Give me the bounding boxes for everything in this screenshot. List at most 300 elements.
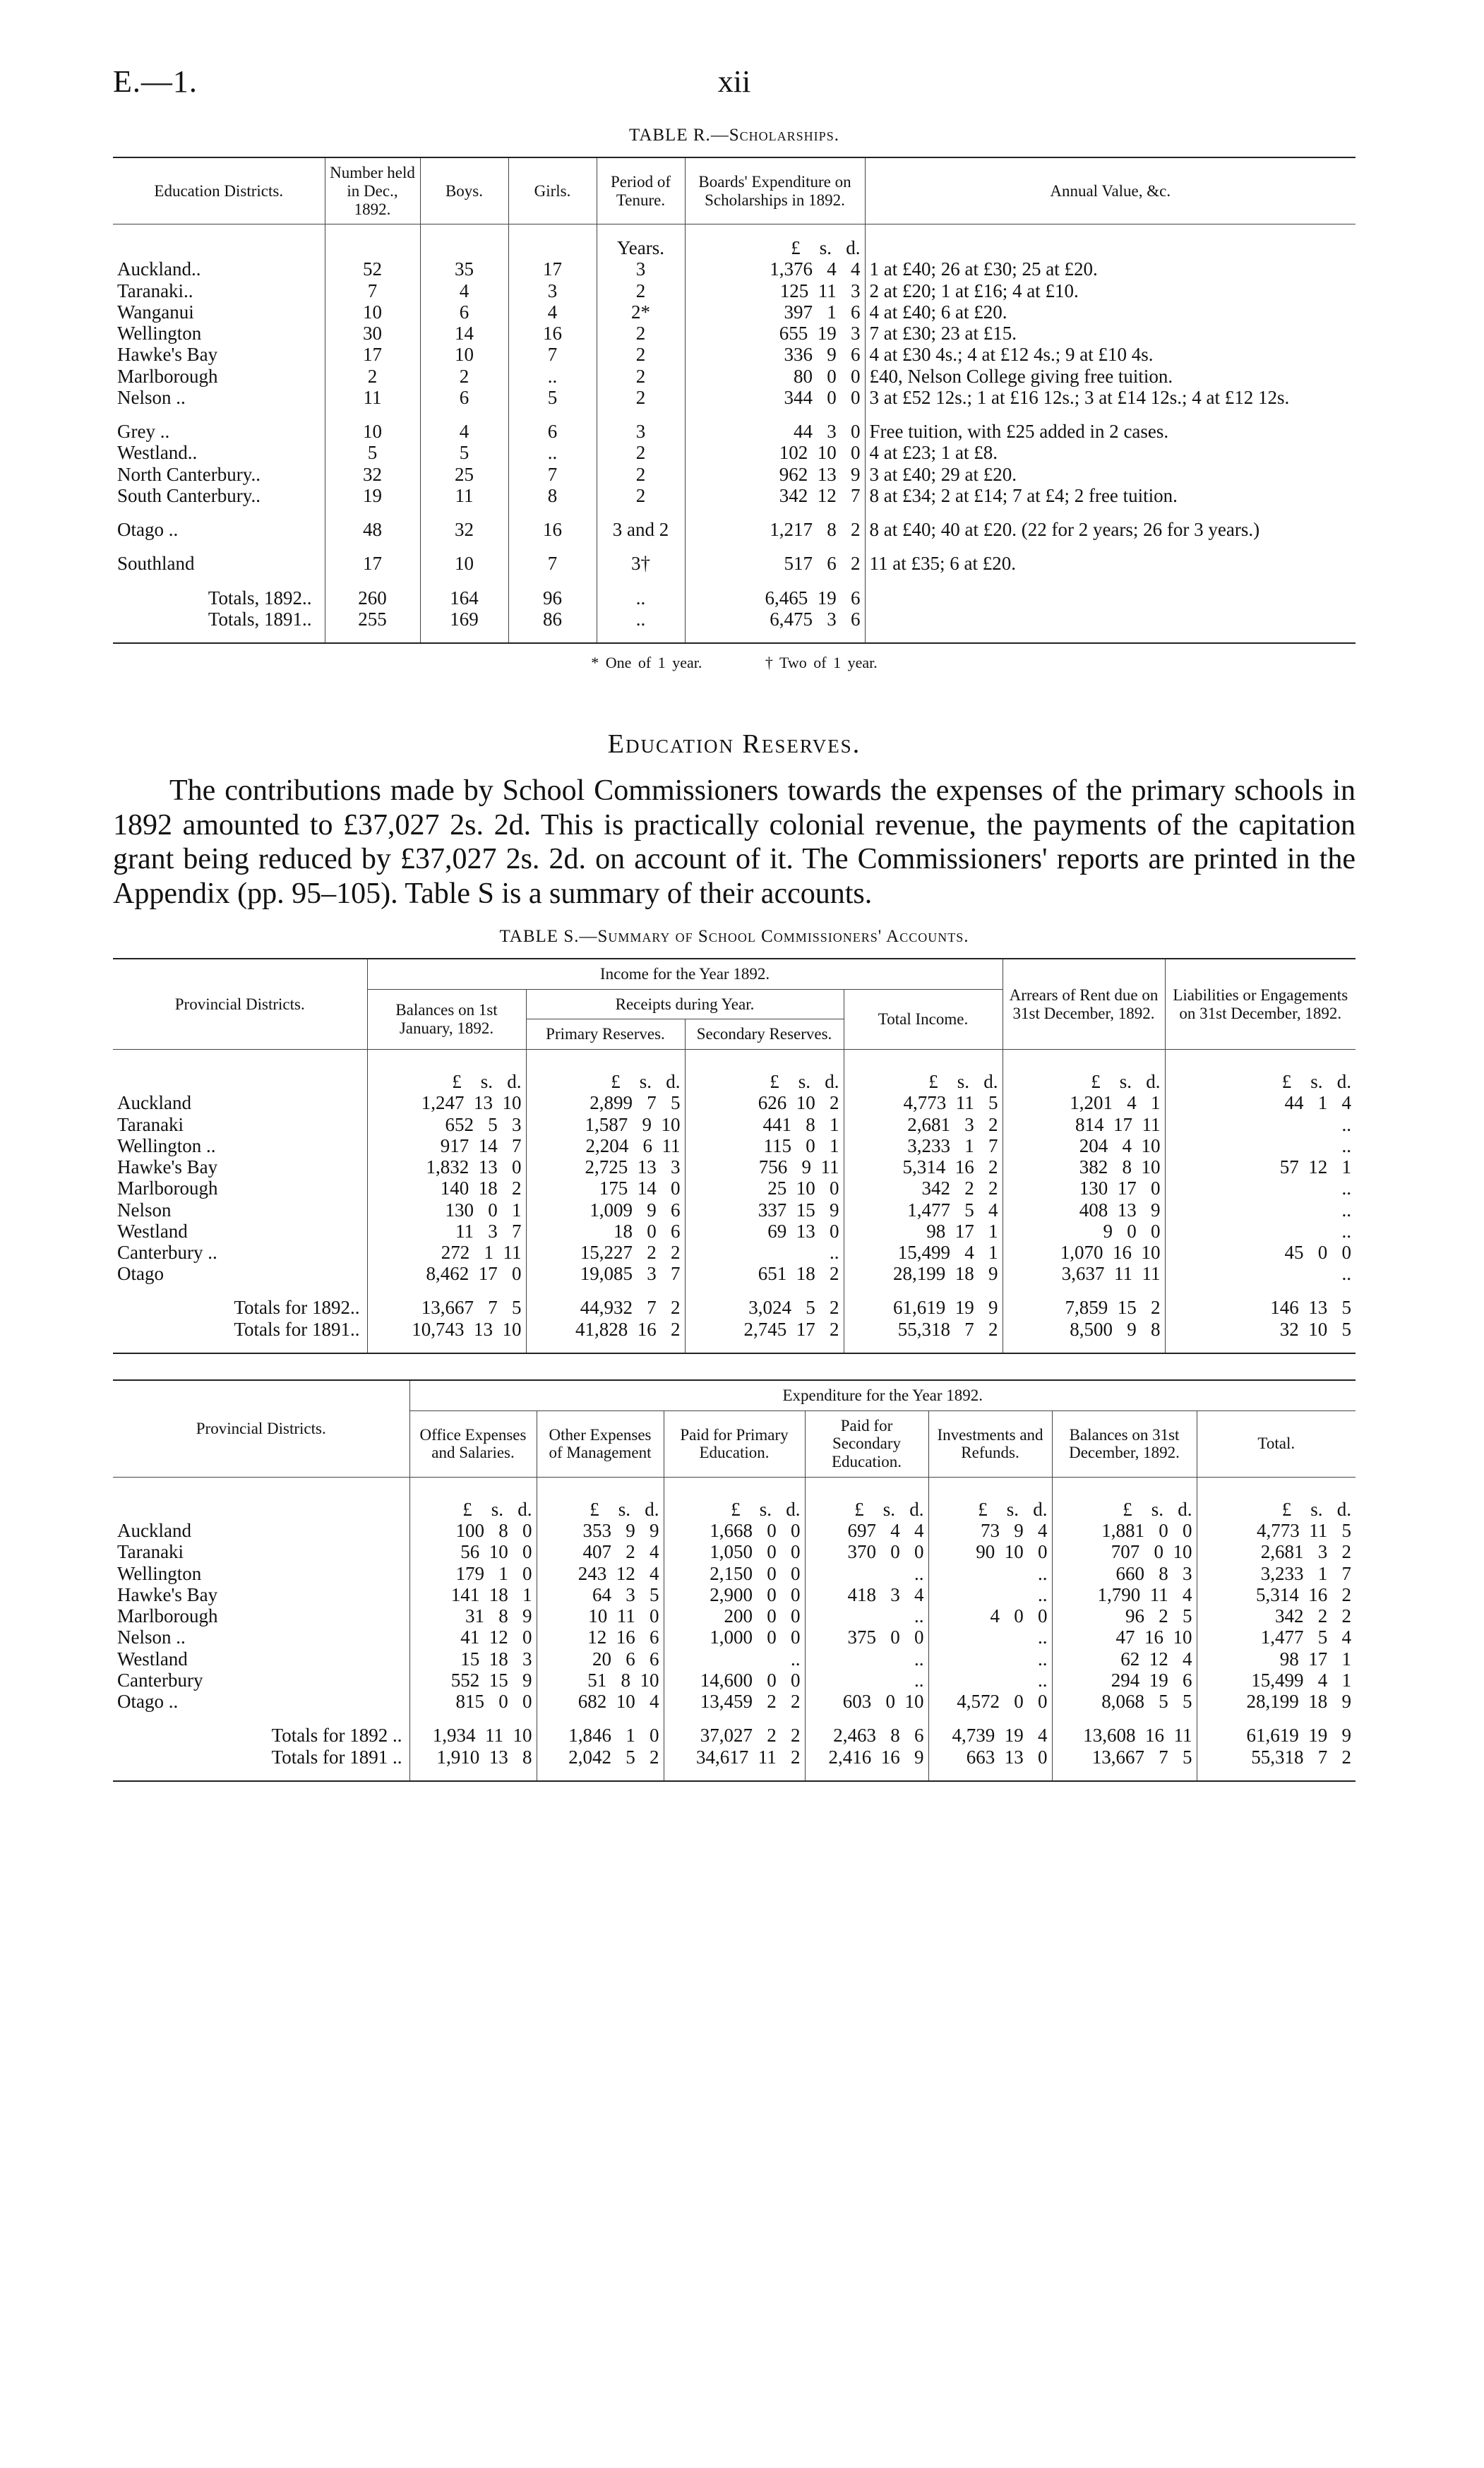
spacer-cell bbox=[113, 506, 325, 519]
table-cell: 552 15 9 bbox=[409, 1670, 537, 1691]
table-cell: 6 bbox=[420, 301, 508, 323]
table-cell: 2 bbox=[597, 366, 685, 387]
unit-label: £ s. d. bbox=[1003, 1071, 1165, 1092]
table-cell: 80 0 0 bbox=[685, 366, 865, 387]
spacer-cell bbox=[325, 540, 420, 553]
table-cell: 5,314 16 2 bbox=[844, 1156, 1003, 1178]
table-cell: Free tuition, with £25 added in 2 cases. bbox=[865, 421, 1356, 442]
table-cell: 651 18 2 bbox=[685, 1263, 844, 1284]
unit-label: £ s. d. bbox=[1052, 1499, 1197, 1520]
totals-row bbox=[113, 1725, 1356, 1746]
spacer-cell bbox=[113, 1768, 409, 1781]
table-cell bbox=[865, 609, 1356, 630]
table-cell: 10 bbox=[325, 421, 420, 442]
table-cell: 7 bbox=[508, 464, 597, 485]
footnote: † Two of 1 year. bbox=[765, 654, 878, 671]
units-row bbox=[113, 1499, 1356, 1520]
table-cell: .. bbox=[597, 609, 685, 630]
table-row bbox=[113, 1135, 1356, 1156]
group-header: Receipts during Year. bbox=[526, 989, 844, 1019]
district-name: Nelson .. bbox=[117, 1627, 186, 1648]
table-cell bbox=[113, 237, 325, 258]
spacer-cell bbox=[844, 1050, 1003, 1072]
spacer-cell bbox=[526, 1284, 685, 1297]
spacer-row bbox=[113, 408, 1356, 421]
table-cell: 10 bbox=[420, 344, 508, 365]
table-cell: 4,739 19 4 bbox=[928, 1725, 1052, 1746]
col-header: Liabilities or Engagements on 31st December, 1892. bbox=[1165, 959, 1356, 1050]
table-cell: 652 5 3 bbox=[367, 1114, 526, 1135]
table-cell: .. bbox=[664, 1648, 805, 1670]
table-cell: 260 bbox=[325, 587, 420, 609]
district-name: Marlborough bbox=[117, 1178, 218, 1199]
table-cell: 655 19 3 bbox=[685, 323, 865, 344]
table-row bbox=[113, 301, 1356, 323]
spacer-row bbox=[113, 1768, 1356, 1781]
table-cell: 8,462 17 0 bbox=[367, 1263, 526, 1284]
spacer-cell bbox=[420, 575, 508, 587]
table-cell: 3 bbox=[597, 421, 685, 442]
group-header: Income for the Year 1892. bbox=[367, 959, 1003, 989]
spacer-cell bbox=[597, 224, 685, 238]
district-name: Westland.. bbox=[117, 442, 198, 464]
spacer-cell bbox=[367, 1340, 526, 1353]
table-r-header-row bbox=[113, 157, 1356, 224]
district-name: Wanganui bbox=[117, 301, 194, 323]
spacer-cell bbox=[685, 575, 865, 587]
table-cell: 34,617 11 2 bbox=[664, 1747, 805, 1768]
table-cell: .. bbox=[1165, 1135, 1356, 1156]
district-name: Auckland.. bbox=[117, 258, 201, 280]
table-cell: 4 0 0 bbox=[928, 1605, 1052, 1627]
table-cell: .. bbox=[508, 366, 597, 387]
district-name: Otago .. bbox=[117, 1691, 179, 1713]
spacer-cell bbox=[420, 630, 508, 643]
district-name: Taranaki bbox=[117, 1541, 184, 1563]
table-cell: 98 17 1 bbox=[1197, 1648, 1356, 1670]
table-cell: 1,050 0 0 bbox=[664, 1541, 805, 1562]
table-cell: 2 bbox=[597, 323, 685, 344]
spacer-cell bbox=[928, 1768, 1052, 1781]
table-cell: 31 8 9 bbox=[409, 1605, 537, 1627]
table-cell: 5 bbox=[508, 387, 597, 408]
table-cell: 1,376 4 4 bbox=[685, 258, 865, 280]
section-paragraph: The contributions made by School Commissioners towards the expenses of the primary schools in 1892 amounted to £37,027 2s. 2d. This is practically colonial revenue, the payments of the capitation grant being reduced by £37,027 2s. 2d. on account of it. The Commissioners' reports are printed in the Appendix (pp. 95–105). Table S is a summary of their accounts. bbox=[113, 774, 1356, 911]
table-cell: .. bbox=[928, 1627, 1052, 1648]
district-name: North Canterbury.. bbox=[117, 463, 261, 485]
spacer-cell bbox=[113, 575, 325, 587]
table-cell: 4 at £40; 6 at £20. bbox=[865, 301, 1356, 323]
table-cell: 8 at £34; 2 at £14; 7 at £4; 2 free tuition. bbox=[865, 485, 1356, 506]
spacer-cell bbox=[865, 540, 1356, 553]
table-cell: 13,667 7 5 bbox=[367, 1297, 526, 1318]
district-name: Westland bbox=[117, 1648, 188, 1670]
spacer-cell bbox=[409, 1477, 537, 1499]
spacer-cell bbox=[597, 408, 685, 421]
page bbox=[113, 49, 1356, 1782]
spacer-row bbox=[113, 630, 1356, 643]
table-cell: 14 bbox=[420, 323, 508, 344]
table-r-footnotes bbox=[113, 654, 1356, 672]
table-cell: 7 bbox=[508, 553, 597, 574]
table-row bbox=[113, 1691, 1356, 1712]
spacer-cell bbox=[537, 1712, 664, 1725]
unit-label: £ s. d. bbox=[1197, 1499, 1356, 1520]
table-cell: 6,475 3 6 bbox=[685, 609, 865, 630]
spacer-cell bbox=[537, 1768, 664, 1781]
table-cell: £40, Nelson College giving free tuition. bbox=[865, 366, 1356, 387]
district-name: Otago bbox=[117, 1263, 164, 1285]
table-cell: 73 9 4 bbox=[928, 1520, 1052, 1541]
table-cell: 2 bbox=[597, 464, 685, 485]
table-cell: 25 10 0 bbox=[685, 1178, 844, 1199]
table-cell: 517 6 2 bbox=[685, 553, 865, 574]
table-cell: 294 19 6 bbox=[1052, 1670, 1197, 1691]
table-cell: .. bbox=[805, 1605, 928, 1627]
spacer-cell bbox=[113, 1712, 409, 1725]
table-cell: 814 17 11 bbox=[1003, 1114, 1165, 1135]
table-row bbox=[113, 1563, 1356, 1584]
unit-label: £ s. d. bbox=[844, 1071, 1003, 1092]
table-cell: 11 at £35; 6 at £20. bbox=[865, 553, 1356, 574]
spacer-cell bbox=[664, 1712, 805, 1725]
col-header: Girls. bbox=[508, 157, 597, 224]
table-row bbox=[113, 387, 1356, 408]
table-cell: 2 at £20; 1 at £16; 4 at £10. bbox=[865, 280, 1356, 301]
table-cell: 3 at £52 12s.; 1 at £16 12s.; 3 at £14 12s.; 4 at £12 12s. bbox=[865, 387, 1356, 408]
spacer-cell bbox=[685, 224, 865, 238]
table-cell: 2,681 3 2 bbox=[1197, 1541, 1356, 1562]
table-cell: 272 1 11 bbox=[367, 1242, 526, 1263]
spacer-cell bbox=[367, 1284, 526, 1297]
table-cell: .. bbox=[1165, 1221, 1356, 1242]
spacer-cell bbox=[1165, 1340, 1356, 1353]
spacer-cell bbox=[508, 630, 597, 643]
unit-label: Years. bbox=[597, 237, 685, 258]
table-cell: 408 13 9 bbox=[1003, 1199, 1165, 1221]
table-cell bbox=[113, 1071, 367, 1092]
table-cell bbox=[113, 1499, 409, 1520]
table-cell: 20 6 6 bbox=[537, 1648, 664, 1670]
section-heading: Education Reserves. bbox=[607, 729, 861, 759]
table-cell: .. bbox=[805, 1670, 928, 1691]
table-row bbox=[113, 258, 1356, 280]
table-cell: 61,619 19 9 bbox=[844, 1297, 1003, 1318]
table-cell: 5 bbox=[325, 442, 420, 463]
table-row bbox=[113, 1670, 1356, 1691]
table-cell: 7 bbox=[325, 280, 420, 301]
table-cell: 10 11 0 bbox=[537, 1605, 664, 1627]
table-cell: 11 bbox=[325, 387, 420, 408]
col-header: Annual Value, &c. bbox=[865, 157, 1356, 224]
table-cell: 37,027 2 2 bbox=[664, 1725, 805, 1746]
table-cell: 200 0 0 bbox=[664, 1605, 805, 1627]
table-cell: 6,465 19 6 bbox=[685, 587, 865, 609]
table-row bbox=[113, 366, 1356, 387]
table-cell: 2 bbox=[597, 344, 685, 365]
table-cell: 407 2 4 bbox=[537, 1541, 664, 1562]
table-s-income bbox=[113, 958, 1356, 1354]
table-cell: 353 9 9 bbox=[537, 1520, 664, 1541]
table-cell: .. bbox=[597, 587, 685, 609]
district-name: Hawke's Bay bbox=[117, 1583, 218, 1605]
spacer-cell bbox=[420, 408, 508, 421]
spacer-cell bbox=[420, 540, 508, 553]
table-cell: 418 3 4 bbox=[805, 1584, 928, 1605]
unit-label: £ s. d. bbox=[928, 1499, 1052, 1520]
spacer-cell bbox=[865, 506, 1356, 519]
col-header: Provincial Districts. bbox=[113, 959, 367, 1050]
spacer-cell bbox=[597, 540, 685, 553]
table-cell: 1,201 4 1 bbox=[1003, 1092, 1165, 1113]
table-cell: 100 8 0 bbox=[409, 1520, 537, 1541]
table-cell: 164 bbox=[420, 587, 508, 609]
district-name: Taranaki.. bbox=[117, 280, 193, 301]
totals-row bbox=[113, 1747, 1356, 1768]
col-header: Office Expenses and Salaries. bbox=[409, 1410, 537, 1477]
table-cell: 16 bbox=[508, 519, 597, 540]
spacer-cell bbox=[865, 224, 1356, 238]
table-cell: 51 8 10 bbox=[537, 1670, 664, 1691]
table-cell: 1,587 9 10 bbox=[526, 1114, 685, 1135]
table-cell: 98 17 1 bbox=[844, 1221, 1003, 1242]
table-cell: 337 15 9 bbox=[685, 1199, 844, 1221]
spacer-cell bbox=[113, 1050, 367, 1072]
table-row bbox=[113, 344, 1356, 365]
spacer-cell bbox=[113, 408, 325, 421]
district-name: Wellington bbox=[117, 1562, 202, 1584]
table-cell: .. bbox=[1165, 1199, 1356, 1221]
table-cell: .. bbox=[928, 1584, 1052, 1605]
spacer-cell bbox=[537, 1477, 664, 1499]
spacer-cell bbox=[325, 506, 420, 519]
unit-label: £ s. d. bbox=[537, 1499, 664, 1520]
spacer-row bbox=[113, 506, 1356, 519]
table-cell: .. bbox=[928, 1648, 1052, 1670]
table-cell: 1,217 8 2 bbox=[685, 519, 865, 540]
table-cell: 3† bbox=[597, 553, 685, 574]
table-cell: 14,600 0 0 bbox=[664, 1670, 805, 1691]
table-cell: 336 9 6 bbox=[685, 344, 865, 365]
table-cell: 18 0 6 bbox=[526, 1221, 685, 1242]
table-cell: 3 bbox=[508, 280, 597, 301]
spacer-cell bbox=[325, 575, 420, 587]
spacer-cell bbox=[685, 630, 865, 643]
table-cell: 140 18 2 bbox=[367, 1178, 526, 1199]
table-cell: 13,459 2 2 bbox=[664, 1691, 805, 1712]
totals-label: Totals for 1892.. bbox=[234, 1297, 360, 1319]
spacer-cell bbox=[1003, 1284, 1165, 1297]
table-cell: 15,227 2 2 bbox=[526, 1242, 685, 1263]
table-cell bbox=[420, 237, 508, 258]
spacer-cell bbox=[1197, 1768, 1356, 1781]
table-row bbox=[113, 1648, 1356, 1670]
table-cell: 2 bbox=[597, 280, 685, 301]
table-cell: 2* bbox=[597, 301, 685, 323]
table-cell: 9 0 0 bbox=[1003, 1221, 1165, 1242]
district-name: Taranaki bbox=[117, 1113, 184, 1135]
table-row bbox=[113, 442, 1356, 463]
unit-label: £ s. d. bbox=[367, 1071, 526, 1092]
spacer-cell bbox=[1052, 1477, 1197, 1499]
table-cell: 12 16 6 bbox=[537, 1627, 664, 1648]
table-cell: 86 bbox=[508, 609, 597, 630]
col-header: Investments and Refunds. bbox=[928, 1410, 1052, 1477]
table-cell: 1,846 1 0 bbox=[537, 1725, 664, 1746]
spacer-cell bbox=[113, 1340, 367, 1353]
table-cell: 41,828 16 2 bbox=[526, 1319, 685, 1340]
table-cell: 8,068 5 5 bbox=[1052, 1691, 1197, 1712]
page-header bbox=[113, 49, 1356, 113]
col-header: Primary Reserves. bbox=[526, 1019, 685, 1050]
col-header: Paid for Secondary Education. bbox=[805, 1410, 928, 1477]
spacer-cell bbox=[805, 1768, 928, 1781]
table-r-caption: TABLE R.—Scholarships. bbox=[629, 126, 839, 145]
table-cell: 28,199 18 9 bbox=[844, 1263, 1003, 1284]
totals-label: Totals, 1891.. bbox=[208, 608, 312, 630]
spacer-row bbox=[113, 1340, 1356, 1353]
table-cell: 962 13 9 bbox=[685, 464, 865, 485]
table-cell: 2,900 0 0 bbox=[664, 1584, 805, 1605]
table-row bbox=[113, 1627, 1356, 1648]
table-row bbox=[113, 464, 1356, 485]
table-cell: 4 at £30 4s.; 4 at £12 4s.; 9 at £10 4s. bbox=[865, 344, 1356, 365]
table-cell: 4,773 11 5 bbox=[1197, 1520, 1356, 1541]
table-cell: 55,318 7 2 bbox=[844, 1319, 1003, 1340]
totals-row bbox=[113, 1297, 1356, 1318]
table-cell: 179 1 0 bbox=[409, 1563, 537, 1584]
table-cell: 342 2 2 bbox=[1197, 1605, 1356, 1627]
spacer-cell bbox=[508, 408, 597, 421]
table-row bbox=[113, 485, 1356, 506]
table-cell: 13,667 7 5 bbox=[1052, 1747, 1197, 1768]
spacer-cell bbox=[865, 575, 1356, 587]
table-cell: 4 at £23; 1 at £8. bbox=[865, 442, 1356, 463]
spacer-row bbox=[113, 1284, 1356, 1297]
table-cell: 125 11 3 bbox=[685, 280, 865, 301]
table-cell: 2 bbox=[597, 387, 685, 408]
units-row bbox=[113, 1071, 1356, 1092]
table-cell: 3,637 11 11 bbox=[1003, 1263, 1165, 1284]
district-name: Nelson bbox=[117, 1199, 172, 1221]
table-cell: 2 bbox=[420, 366, 508, 387]
district-name: Hawke's Bay bbox=[117, 1156, 218, 1178]
unit-label: £ s. d. bbox=[685, 1071, 844, 1092]
table-cell: 4,773 11 5 bbox=[844, 1092, 1003, 1113]
table-cell: 62 12 4 bbox=[1052, 1648, 1197, 1670]
district-name: Hawke's Bay bbox=[117, 344, 218, 366]
table-cell: 7,859 15 2 bbox=[1003, 1297, 1165, 1318]
table-cell: 45 0 0 bbox=[1165, 1242, 1356, 1263]
table-cell: 707 0 10 bbox=[1052, 1541, 1197, 1562]
table-row bbox=[113, 1263, 1356, 1284]
table-cell: 5,314 16 2 bbox=[1197, 1584, 1356, 1605]
table-cell: .. bbox=[1165, 1263, 1356, 1284]
table-cell: 682 10 4 bbox=[537, 1691, 664, 1712]
spacer-cell bbox=[325, 630, 420, 643]
table-cell: 1,009 9 6 bbox=[526, 1199, 685, 1221]
col-header: Education Districts. bbox=[113, 157, 325, 224]
table-cell: 1,668 0 0 bbox=[664, 1520, 805, 1541]
table-cell: 55,318 7 2 bbox=[1197, 1747, 1356, 1768]
spacer-cell bbox=[508, 540, 597, 553]
spacer-cell bbox=[685, 540, 865, 553]
table-cell: 8 at £40; 40 at £20. (22 for 2 years; 26 for 3 years.) bbox=[865, 519, 1356, 540]
col-header: Balances on 1st January, 1892. bbox=[367, 989, 526, 1050]
unit-label: £ s. d. bbox=[805, 1499, 928, 1520]
table-cell: 17 bbox=[508, 258, 597, 280]
col-header: Number held in Dec., 1892. bbox=[325, 157, 420, 224]
totals-label: Totals for 1892 .. bbox=[271, 1725, 402, 1747]
col-header: Total Income. bbox=[844, 989, 1003, 1050]
footnote: * One of 1 year. bbox=[591, 654, 702, 671]
spacer-cell bbox=[865, 408, 1356, 421]
spacer-cell bbox=[508, 575, 597, 587]
table-cell: 4 bbox=[420, 280, 508, 301]
table-cell: 3 bbox=[597, 258, 685, 280]
table-cell: 2,150 0 0 bbox=[664, 1563, 805, 1584]
spacer-cell bbox=[409, 1768, 537, 1781]
table-cell: 756 9 11 bbox=[685, 1156, 844, 1178]
table-cell: 626 10 2 bbox=[685, 1092, 844, 1113]
table-cell: .. bbox=[508, 442, 597, 463]
table-row bbox=[113, 1178, 1356, 1199]
table-cell: 1,070 16 10 bbox=[1003, 1242, 1165, 1263]
table-cell: 15 18 3 bbox=[409, 1648, 537, 1670]
table-cell: 917 14 7 bbox=[367, 1135, 526, 1156]
table-cell: 130 17 0 bbox=[1003, 1178, 1165, 1199]
table-cell: 28,199 18 9 bbox=[1197, 1691, 1356, 1712]
table-row bbox=[113, 421, 1356, 442]
table-cell: 30 bbox=[325, 323, 420, 344]
table-cell: 2 bbox=[597, 485, 685, 506]
totals-row bbox=[113, 609, 1356, 630]
spacer-cell bbox=[865, 630, 1356, 643]
spacer-cell bbox=[597, 506, 685, 519]
spacer-cell bbox=[844, 1284, 1003, 1297]
spacer-cell bbox=[1197, 1477, 1356, 1499]
totals-label: Totals for 1891.. bbox=[234, 1318, 360, 1340]
table-cell: 204 4 10 bbox=[1003, 1135, 1165, 1156]
table-cell: 10 bbox=[325, 301, 420, 323]
table-cell: 1,477 5 4 bbox=[1197, 1627, 1356, 1648]
table-cell: .. bbox=[805, 1648, 928, 1670]
table-cell: 4,572 0 0 bbox=[928, 1691, 1052, 1712]
table-cell: 57 12 1 bbox=[1165, 1156, 1356, 1178]
spacer-cell bbox=[685, 1050, 844, 1072]
table-cell: 15,499 4 1 bbox=[844, 1242, 1003, 1263]
col-header: Secondary Reserves. bbox=[685, 1019, 844, 1050]
spacer-cell bbox=[409, 1712, 537, 1725]
table-cell: 3,024 5 2 bbox=[685, 1297, 844, 1318]
table-cell: 342 12 7 bbox=[685, 485, 865, 506]
spacer-cell bbox=[113, 1284, 367, 1297]
table-row bbox=[113, 519, 1356, 540]
district-name: Southland bbox=[117, 553, 195, 575]
district-name: Auckland bbox=[117, 1520, 191, 1542]
totals-label: Totals for 1891 .. bbox=[271, 1746, 402, 1768]
table-cell: 11 bbox=[420, 485, 508, 506]
table-cell: 48 bbox=[325, 519, 420, 540]
district-name: Marlborough bbox=[117, 365, 218, 387]
col-header: Paid for Primary Education. bbox=[664, 1410, 805, 1477]
table-cell: 1,790 11 4 bbox=[1052, 1584, 1197, 1605]
spacer-cell bbox=[1052, 1768, 1197, 1781]
unit-label: £ s. d. bbox=[664, 1499, 805, 1520]
table-cell: 130 0 1 bbox=[367, 1199, 526, 1221]
table-cell: 11 3 7 bbox=[367, 1221, 526, 1242]
spacer-cell bbox=[367, 1050, 526, 1072]
